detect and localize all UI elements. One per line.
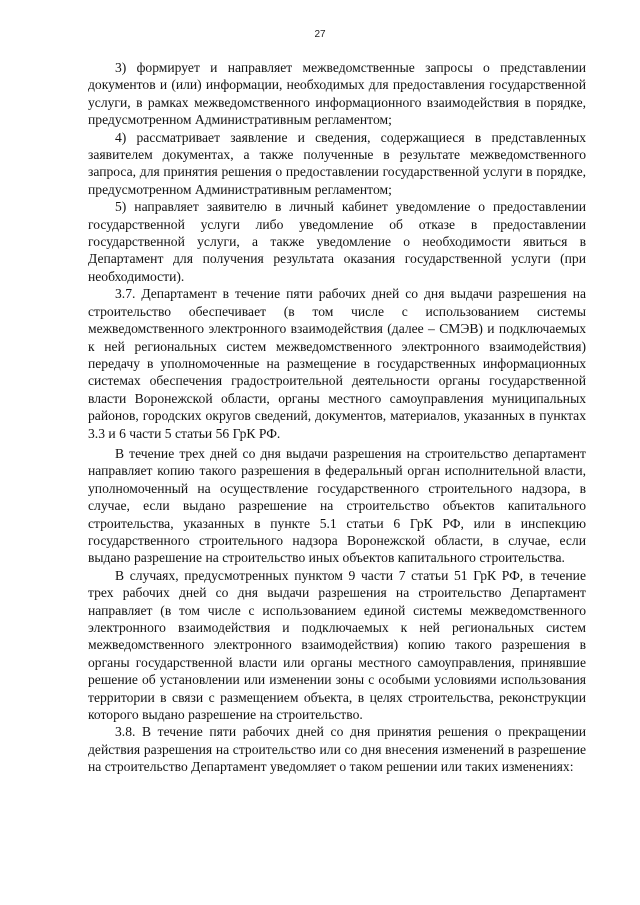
paragraph-special-zone-cases: В случаях, предусмотренных пунктом 9 части 7 статьи 51 ГрК РФ, в течение трех рабочих дней со дня выдачи разрешения на строительство Департамент направляет (в том числе с использованием единой системы межведомственного электронного взаимодействия и подключаемых к ней региональных систем межведомственного электронного взаимодействия) копию такого разрешения в органы государственной власти или органы местного самоуправления, принявшие решение об установлении или изменении зоны с особыми условиями использования территории в связи с размещением объекта, в целях строительства, реконструкции которого выдано разрешение на строительство. (88, 567, 586, 723)
page-number: 27 (314, 29, 326, 40)
paragraph-section-3-7: 3.7. Департамент в течение пяти рабочих дней со дня выдачи разрешения на строительство обеспечивает (в том числе с использованием системы межведомственного электронного взаимодействия (далее – СМЭВ) и подключаемых к ней региональных систем межведомственного электронного взаимодействия) передачу в уполномоченные на размещение в государственных информационных системах обеспечения градостроительной деятельности органы государственной власти Воронежской области, органы местного самоуправления муниципальных районов, городских округов сведений, документов, материалов, указанных в пунктах 3.3 и 6 части 5 статьи 56 ГрК РФ. (88, 286, 586, 441)
paragraph-section-3-8: 3.8. В течение пяти рабочих дней со дня принятия решения о прекращении действия разрешения на строительство или со дня внесения изменений в разрешение на строительство Департамент уведомляет о таком решении или таких изменениях: (88, 724, 586, 775)
paragraph-item-5: 5) направляет заявителю в личный кабинет уведомление о предоставлении государственной услуги либо уведомление об отказе в предоставлении государственной услуги, а также уведомление о необходимости явиться в Департамент для получения результата оказания государственной услуги (при необходимости). (88, 199, 586, 284)
paragraph-copy-to-federal-body: В течение трех дней со дня выдачи разрешения на строительство департамент направляет копию такого разрешения в федеральный орган исполнительной власти, уполномоченный на осуществление государственного строительного надзора, в случае, если выдано разрешение на строительство объектов капитального строительства, указанных в пункте 5.1 статьи 6 ГрК РФ, или в инспекцию государственного строительного надзора Воронежской области, в случае, если выдано разрешение на строительство иных объектов капитального строительства. (88, 445, 586, 566)
paragraph-item-3: 3) формирует и направляет межведомственные запросы о представлении документов и (или) информации, необходимых для предоставления государственной услуги, в рамках межведомственного информационного взаимодействия в порядке, предусмотренном Административным регламентом; (88, 60, 586, 128)
document-body (88, 59, 586, 776)
paragraph-item-4: 4) рассматривает заявление и сведения, содержащиеся в представленных заявителем документах, а также полученные в результате межведомственного запроса, для принятия решения о предоставлении государственной услуги в порядке, предусмотренном Административным регламентом; (88, 129, 586, 197)
